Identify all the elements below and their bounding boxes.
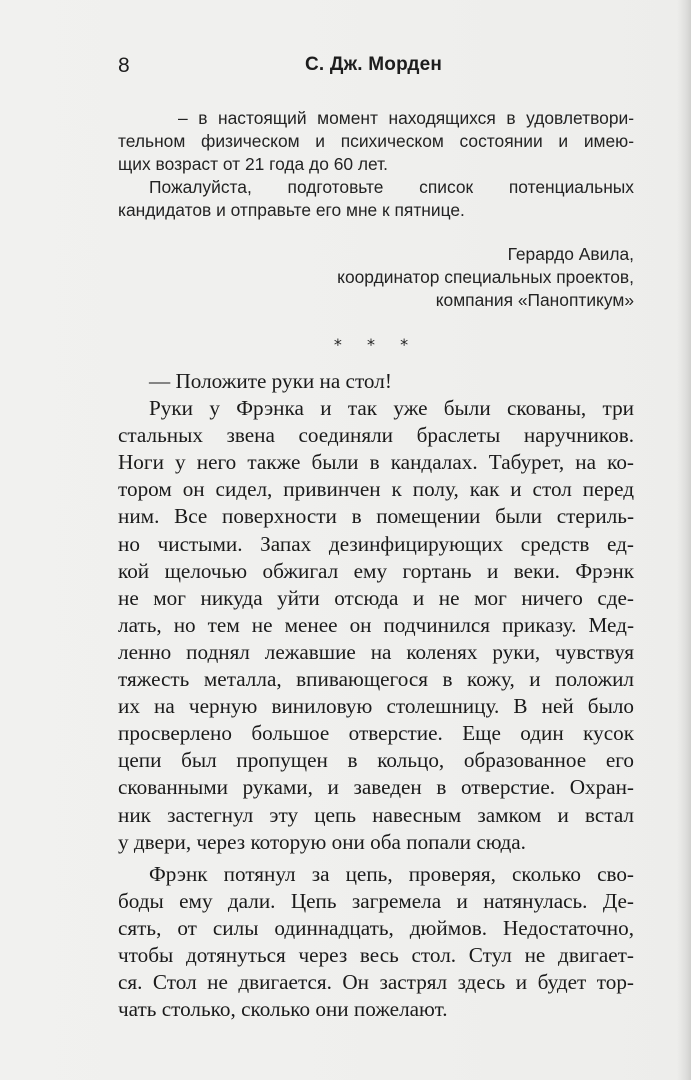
text-line: у двери, через которую они оба попали сюда. xyxy=(118,829,526,854)
text-line: их на черную виниловую столешницу. В ней было xyxy=(118,694,634,719)
running-head xyxy=(118,54,634,84)
letter-line: кандидатов и отправьте его мне к пятнице. xyxy=(118,200,465,220)
page-edge-shadow xyxy=(677,0,691,1080)
letter-line: щих возраст от 21 года до 60 лет. xyxy=(118,154,388,174)
text-line: Фрэнк потянул за цепь, проверяя, сколько сво- xyxy=(149,861,634,886)
section-separator: * * * xyxy=(333,335,419,354)
text-line: не мог никуда уйти отсюда и не мог ничего сде- xyxy=(118,585,634,610)
text-line: боды ему дали. Цепь загремела и натянулась. Де- xyxy=(118,888,634,913)
signature-name: Герардо Авила, xyxy=(507,244,634,264)
text-line: Руки у Фрэнка и так уже были скованы, три xyxy=(149,396,634,421)
text-line: ленно поднял лежавшие на коленях руки, чувствуя xyxy=(118,639,634,664)
text-line: ся. Стол не двигается. Он застрял здесь и будет тор- xyxy=(118,970,634,995)
text-line: стальных звена соединяли браслеты наручников. xyxy=(118,423,634,448)
letter-signature xyxy=(118,243,634,312)
text-line: чать столько, сколько они пожелают. xyxy=(118,997,448,1022)
text-line: тяжесть металла, впивающегося в кожу, и положил xyxy=(118,667,634,692)
text-line: скованными руками, и заведен в отверстие. Охран- xyxy=(118,775,634,800)
text-line: просверлено большое отверстие. Еще один кусок xyxy=(118,721,634,746)
page-number: 8 xyxy=(118,54,130,77)
letter-line: тельном физическом и психическом состоянии и имею- xyxy=(118,131,634,151)
text-line: но чистыми. Запах дезинфицирующих средств ед- xyxy=(118,531,634,556)
text-line: кой щелочью обжигал ему гортань и веки. Фрэнк xyxy=(118,558,634,583)
signature-title: координатор специальных проектов, xyxy=(337,267,634,287)
letter-line: – в настоящий момент находящихся в удовлетвори- xyxy=(178,108,634,128)
dialogue-line: — Положите руки на стол! xyxy=(149,369,392,393)
author-name: С. Дж. Морден xyxy=(305,54,443,75)
text-line: чтобы дотянуться через весь стол. Стул не двигает- xyxy=(118,942,634,967)
signature-company: компания «Паноптикум» xyxy=(435,290,634,310)
letter-excerpt xyxy=(118,107,634,222)
text-line: сять, от силы одиннадцать, дюймов. Недостаточно, xyxy=(118,915,634,940)
text-line: цепи был пропущен в кольцо, образованное его xyxy=(118,748,634,773)
text-line: лать, но тем не менее он подчинился приказу. Мед- xyxy=(118,612,634,637)
letter-line: Пожалуйста, подготовьте список потенциальных xyxy=(149,177,634,197)
text-line: ник застегнул эту цепь навесным замком и встал xyxy=(118,802,634,827)
text-line: тором он сидел, привинчен к полу, как и стол перед xyxy=(118,477,634,502)
text-line: Ноги у него также были в кандалах. Табурет, на ко- xyxy=(118,450,634,475)
text-line: ним. Все поверхности в помещении были стериль- xyxy=(118,504,634,529)
body-text xyxy=(118,368,634,1023)
